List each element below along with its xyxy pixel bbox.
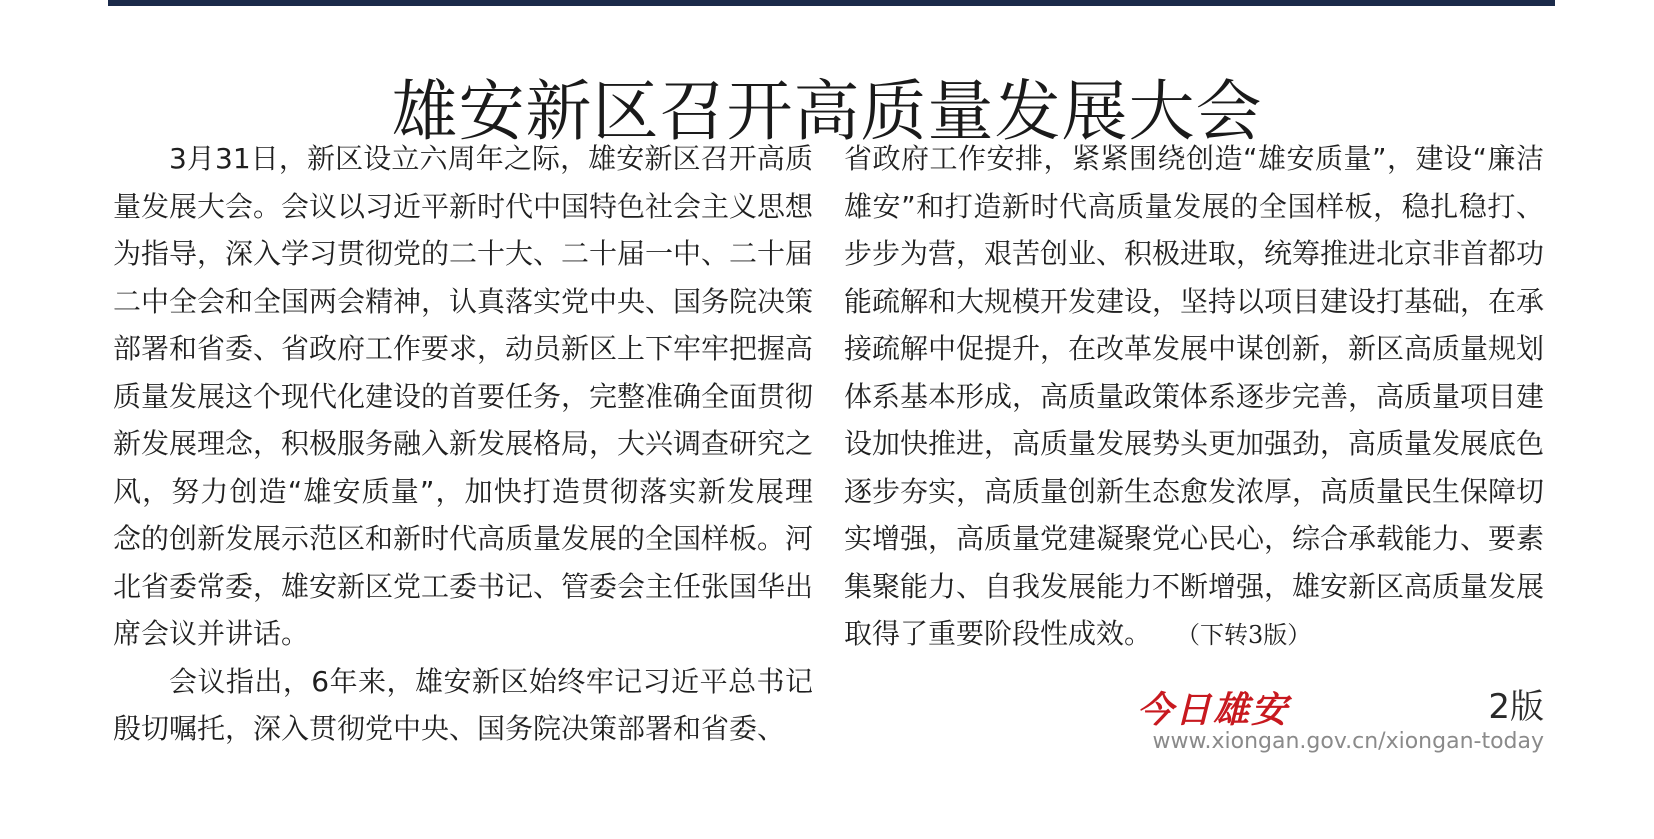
top-accent-bar — [108, 0, 1555, 6]
site-url: www.xiongan.gov.cn/xiongan-today — [1152, 729, 1544, 754]
article-paragraph-continued-text: 省政府工作安排，紧紧围绕创造“雄安质量”，建设“廉洁雄安”和打造新时代高质量发展的全国样板，稳扎稳打、步步为营，艰苦创业、积极进取，统筹推进北京非首都功能疏解和大规模开发建设，坚持以项目建设打基础，在承接疏解中促提升，在改革发展中谋创新，新区高质量规划体系基本形成，高质量政策体系逐步完善，高质量项目建设加快推进，高质量发展势头更加强劲，高质量发展底色逐步夯实，高质量创新生态愈发浓厚，高质量民生保障切实增强，高质量党建凝聚党心民心，综合承载能力、要素集聚能力、自我发展能力不断增强，雄安新区高质量发展取得了重要阶段性成效。 — [844, 142, 1545, 650]
article-column-left — [113, 135, 813, 753]
article-paragraph-continued — [844, 135, 1544, 660]
article-column-right — [844, 135, 1544, 660]
article-headline: 雄安新区召开高质量发展大会 — [391, 73, 1263, 151]
page-number: 2版 — [1488, 687, 1544, 727]
article-paragraph-1: 3月31日，新区设立六周年之际，雄安新区召开高质量发展大会。会议以习近平新时代中国特色社会主义思想为指导，深入学习贯彻党的二十大、二十届一中、二十届二中全会和全国两会精神，认真落实党中央、国务院决策部署和省委、省政府工作要求，动员新区上下牢牢把握高质量发展这个现代化建设的首要任务，完整准确全面贯彻新发展理念，积极服务融入新发展格局，大兴调查研究之风，努力创造“雄安质量”，加快打造贯彻落实新发展理念的创新发展示范区和新时代高质量发展的全国样板。河北省委常委，雄安新区党工委书记、管委会主任张国华出席会议并讲话。 — [113, 142, 814, 650]
article-paragraph-2: 会议指出，6年来，雄安新区始终牢记习近平总书记殷切嘱托，深入贯彻党中央、国务院决策部署和省委、 — [113, 664, 813, 745]
continue-note: （下转3版） — [1188, 621, 1312, 649]
newspaper-logo: 今日雄安 — [1137, 689, 1290, 731]
